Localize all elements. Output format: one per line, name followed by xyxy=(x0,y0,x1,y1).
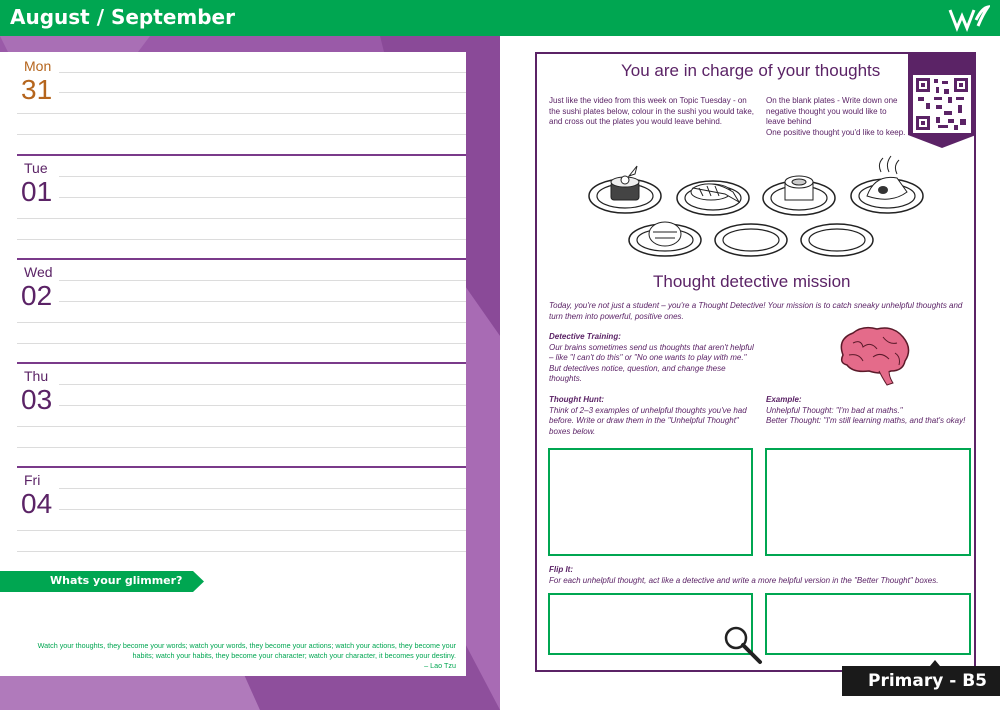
writing-line[interactable] xyxy=(17,322,466,323)
flip-block xyxy=(549,565,974,586)
writing-line[interactable] xyxy=(59,176,466,177)
sushi-plate[interactable] xyxy=(629,222,701,256)
writing-line[interactable] xyxy=(17,530,466,531)
hunt-heading: Thought Hunt: xyxy=(549,395,605,404)
day-date: 03 xyxy=(21,384,53,415)
day-wednesday xyxy=(17,258,466,362)
day-monday xyxy=(17,52,466,156)
blank-plate[interactable] xyxy=(715,224,787,256)
training-heading: Detective Training: xyxy=(549,332,621,341)
day-date: 04 xyxy=(21,488,53,519)
writing-line[interactable] xyxy=(17,343,466,344)
intro-left: Just like the video from this week on Topic Tuesday - on the sushi plates below, colour in the sushi you would take, and cross out the plates you would leave behind. xyxy=(549,96,755,126)
header-bar xyxy=(0,0,1000,36)
day-date: 02 xyxy=(21,280,53,311)
day-divider xyxy=(17,362,466,364)
training-text: Our brains sometimes send us thoughts that aren't helpful – like "I can't do this" or "No one wants to play with me." But detectives notice, question, and change these thoughts. xyxy=(549,342,754,383)
writing-line[interactable] xyxy=(17,134,466,135)
brain-icon xyxy=(833,325,913,387)
quote xyxy=(30,641,456,671)
day-name: Thu xyxy=(24,368,49,384)
writing-line[interactable] xyxy=(17,551,466,552)
example-heading: Example: xyxy=(766,395,802,404)
writing-line[interactable] xyxy=(59,488,466,489)
sushi-plate[interactable] xyxy=(763,176,835,215)
sushi-plates xyxy=(585,152,930,260)
day-tuesday xyxy=(17,154,466,258)
mission-title: Thought detective mission xyxy=(653,272,851,291)
writing-line[interactable] xyxy=(17,239,466,240)
sushi-plate[interactable] xyxy=(589,166,661,213)
writing-line[interactable] xyxy=(59,72,466,73)
day-date: 01 xyxy=(21,176,53,207)
hunt-block xyxy=(549,395,754,437)
sushi-plate[interactable] xyxy=(851,156,923,213)
day-friday xyxy=(17,466,466,570)
day-name: Fri xyxy=(24,472,41,488)
intro-right: On the blank plates - Write down one negative thought you would like to leave behind One positive thought you'd like to keep. xyxy=(766,96,906,137)
writing-line[interactable] xyxy=(17,113,466,114)
hunt-text: Think of 2–3 examples of unhelpful thoughts you've had before. Write or draw them in the "Unhelpful Thought" boxes below. xyxy=(549,405,747,436)
page-title: August / September xyxy=(10,5,235,29)
writing-line[interactable] xyxy=(59,405,466,406)
day-name: Mon xyxy=(24,58,52,74)
writing-line[interactable] xyxy=(59,301,466,302)
day-name: Wed xyxy=(24,264,53,280)
glimmer-label: Whats your glimmer? xyxy=(50,574,183,587)
writing-line[interactable] xyxy=(59,197,466,198)
unhelpful-thought-box[interactable] xyxy=(765,448,971,556)
badge-label: Primary - B5 xyxy=(868,671,987,691)
quote-text: Watch your thoughts, they become your words; watch your words, they become your actions; watch your actions, they become your habits; watch your habits, they become your character; watch your character, it becomes your destiny. xyxy=(37,641,456,660)
mission-intro: Today, you're not just a student – you're a Thought Detective! Your mission is to catch sneaky unhelpful thoughts and turn them into powerful, positive ones. xyxy=(549,301,963,321)
example-block xyxy=(766,395,966,427)
day-divider xyxy=(17,258,466,260)
day-divider xyxy=(17,154,466,156)
glimmer-banner xyxy=(0,571,204,592)
training-block xyxy=(549,332,759,385)
writing-line[interactable] xyxy=(17,426,466,427)
writing-line[interactable] xyxy=(17,447,466,448)
writing-line[interactable] xyxy=(59,280,466,281)
writing-line[interactable] xyxy=(59,384,466,385)
sushi-plate[interactable] xyxy=(677,181,749,215)
unhelpful-thought-box[interactable] xyxy=(548,448,753,556)
badge-pointer xyxy=(930,660,940,666)
day-thursday xyxy=(17,362,466,466)
day-name: Tue xyxy=(24,160,48,176)
qr-code-icon[interactable] xyxy=(908,53,976,148)
blank-plate[interactable] xyxy=(801,224,873,256)
quote-author: – Lao Tzu xyxy=(424,661,456,670)
activity-title: You are in charge of your thoughts xyxy=(621,61,881,80)
writing-line[interactable] xyxy=(17,218,466,219)
level-badge xyxy=(842,666,1000,696)
writing-line[interactable] xyxy=(59,92,466,93)
flip-heading: Flip It: xyxy=(549,565,573,574)
better-thought-box[interactable] xyxy=(765,593,971,655)
magnifier-icon xyxy=(722,624,764,666)
logo-icon xyxy=(948,4,990,32)
day-divider xyxy=(17,466,466,468)
flip-text: For each unhelpful thought, act like a detective and write a more helpful version in the "Better Thought" boxes. xyxy=(549,575,939,585)
day-date: 31 xyxy=(21,74,53,105)
example-text: Unhelpful Thought: "I'm bad at maths." Better Thought: "I'm still learning maths, and that's okay! xyxy=(766,405,966,425)
writing-line[interactable] xyxy=(59,509,466,510)
